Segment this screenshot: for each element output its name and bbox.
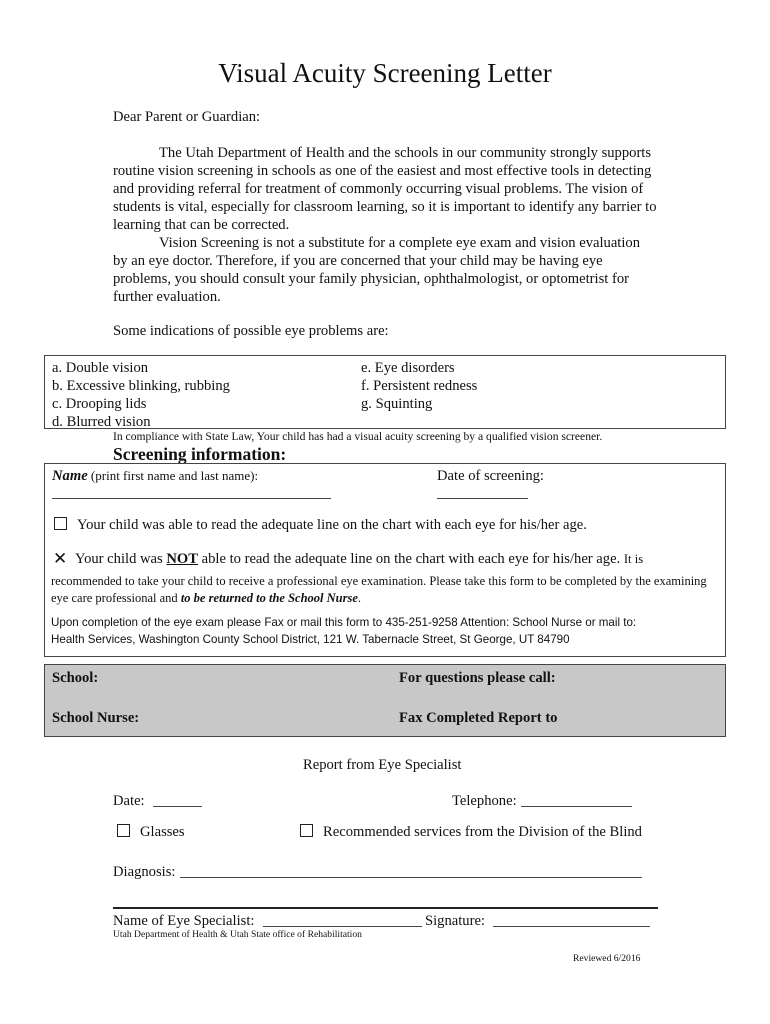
report-heading: Report from Eye Specialist — [303, 757, 462, 773]
option-not-emphasis: NOT — [166, 551, 198, 567]
option-not-post: able to read the adequate line on the chart with each eye for his/her age. — [197, 551, 621, 567]
recommend-text — [51, 573, 721, 607]
indication-item: c. Drooping lids — [52, 396, 147, 412]
signature-divider — [113, 907, 658, 909]
screening-heading: Screening information: — [113, 444, 287, 464]
division-row — [300, 823, 642, 841]
document-title: Visual Acuity Screening Letter — [218, 58, 552, 88]
option-not-pre: Your child was — [75, 551, 167, 567]
indication-item: a. Double vision — [52, 360, 149, 376]
questions-label: For questions please call: — [399, 670, 556, 686]
option-able-row — [54, 516, 587, 534]
indication-item: g. Squinting — [361, 396, 433, 412]
indication-item: d. Blurred vision — [52, 414, 151, 430]
nurse-label: School Nurse: — [52, 710, 140, 726]
reviewed-date: Reviewed 6/2016 — [573, 953, 641, 964]
glasses-row — [117, 823, 185, 841]
indication-item: f. Persistent redness — [361, 378, 478, 394]
footer-org: Utah Department of Health & Utah State office of Rehabilitation — [113, 929, 362, 940]
recommend-end: . — [357, 591, 362, 605]
division-label: Recommended services from the Division of the Blind — [323, 824, 642, 840]
able-checkbox[interactable] — [54, 517, 67, 530]
fax-instructions — [51, 614, 636, 648]
recommend-body: recommended to take your child to receive a professional eye examination. Please take this form to be completed by the examining eye care professional and — [51, 574, 707, 605]
telephone-label: Telephone: — [452, 793, 517, 809]
division-checkbox[interactable] — [300, 824, 313, 837]
date-of-screening-label: Date of screening: — [437, 468, 544, 484]
paragraph-2: Vision Screening is not a substitute for a complete eye exam and vision evaluation by an eye doctor. Therefore, if you are concerned that your child may be having eye problems, you should consult your family physician, ophthalmologist, or optometrist for further evaluation. — [113, 235, 641, 305]
school-label: School: — [52, 670, 99, 686]
specialist-field[interactable] — [263, 926, 422, 927]
nurse-row — [44, 706, 726, 737]
name-hint: (print first name and last name): — [87, 468, 259, 483]
fax-line-1: Upon completion of the eye exam please Fax or mail this form to 435-251-9258 Attention: School Nurse or mail to: — [51, 616, 637, 629]
indications-left-list — [52, 359, 230, 431]
date-field-label: Date: — [113, 793, 145, 809]
date-row — [113, 792, 145, 810]
recommend-emphasis: to be returned to the School Nurse — [180, 591, 358, 605]
school-row — [44, 664, 726, 708]
x-mark-icon[interactable]: ✕ — [53, 549, 68, 568]
paragraph-1: The Utah Department of Health and the schools in our community strongly supports routine vision screening in schools as one of the easiest and most effective tools in detecting and providing referral for treatment of commonly occurring visual problems. The vision of students is vital, especially for classroom learning, so it is important to identify any barrier to learning that can be corrected. — [113, 145, 657, 233]
indications-right-list — [361, 359, 477, 413]
indications-box — [44, 355, 726, 429]
indication-item: b. Excessive blinking, rubbing — [52, 378, 230, 394]
diagnosis-field[interactable] — [180, 877, 642, 878]
fax-line-2: Health Services, Washington County School District, 121 W. Tabernacle Street, St George, UT 84790 — [51, 633, 570, 646]
indications-intro: Some indications of possible eye problems are: — [113, 323, 389, 339]
date-of-screening-field[interactable] — [437, 498, 528, 499]
name-field[interactable] — [52, 498, 331, 499]
signature-label: Signature: — [425, 913, 485, 929]
compliance-note: In compliance with State Law, Your child has had a visual acuity screening by a qualified vision screener. — [113, 430, 603, 443]
option-not-row — [53, 550, 643, 568]
indication-item: e. Eye disorders — [361, 360, 455, 376]
telephone-field[interactable] — [521, 806, 632, 807]
specialist-label: Name of Eye Specialist: — [113, 913, 255, 929]
fax-report-label: Fax Completed Report to — [399, 710, 558, 726]
diagnosis-label: Diagnosis: — [113, 864, 176, 880]
screening-box — [44, 463, 726, 657]
signature-field[interactable] — [493, 926, 650, 927]
name-label-row — [52, 467, 258, 485]
date-field[interactable] — [153, 806, 202, 807]
glasses-checkbox[interactable] — [117, 824, 130, 837]
glasses-label: Glasses — [140, 824, 185, 840]
salutation: Dear Parent or Guardian: — [113, 109, 261, 125]
recommend-start: It is — [623, 552, 644, 566]
name-label: Name — [52, 468, 88, 484]
option-able-label: Your child was able to read the adequate line on the chart with each eye for his/her age. — [77, 517, 587, 533]
